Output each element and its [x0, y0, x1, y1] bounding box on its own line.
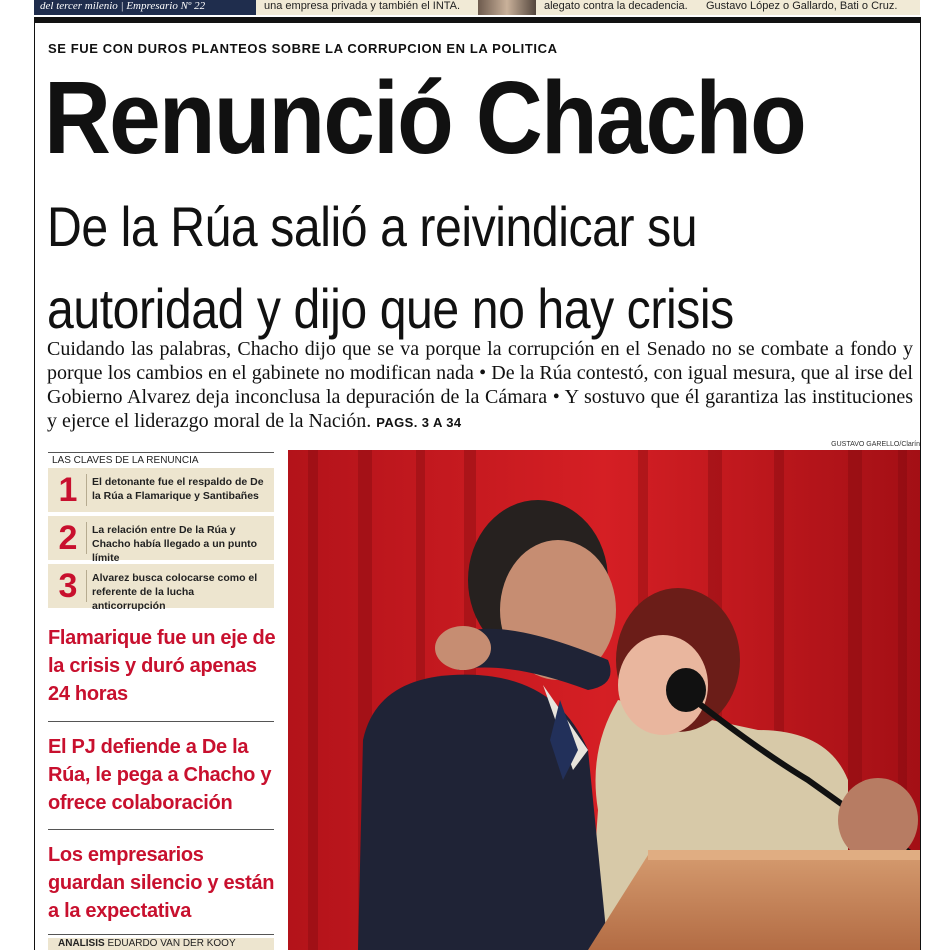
- top-teaser-photo: [478, 0, 536, 15]
- story-headline-empresarios[interactable]: Los empresarios guardan silencio y están a la expectativa: [48, 844, 275, 922]
- frame-left-rule: [34, 17, 35, 950]
- kicker: SE FUE CON DUROS PLANTEOS SOBRE LA CORRUPCION EN LA POLITICA: [48, 41, 558, 56]
- clave-item[interactable]: [48, 516, 274, 564]
- analisis-teaser[interactable]: [48, 938, 274, 950]
- photo-credit: GUSTAVO GARELLO/Clarín: [831, 441, 920, 448]
- clave-text: La relación entre De la Rúa y Chacho había llegado a un punto límite: [92, 524, 258, 564]
- main-headline[interactable]: Renunció Chacho: [44, 60, 806, 175]
- sidebar-label: LAS CLAVES DE LA RENUNCIA: [52, 455, 199, 466]
- sidebar-top-rule: [48, 452, 274, 453]
- story-divider: [48, 721, 274, 722]
- subheadline-line-1: De la Rúa salió a reivindicar su: [47, 195, 698, 258]
- subheadline: [47, 186, 804, 350]
- clave-text: Alvarez busca colocarse como el referente de la lucha anticorrupción: [92, 572, 258, 612]
- lede-text: Cuidando las palabras, Chacho dijo que se va porque la corrupción en el Senado no se combate a fondo y porque los cambios en el gabinete no modifican nada • De la Rúa contestó, con igual mesura, que al irse del Gobierno Alvarez deja inconclusa la depuración de la Cámara • Y sostuvo que él garantiza las instituciones y ejerce el liderazgo moral de la Nación.: [47, 338, 913, 432]
- claves-list: [48, 468, 274, 612]
- background-person: [838, 778, 918, 862]
- clave-number: 2: [58, 519, 78, 557]
- subheadline-line-2: autoridad y dijo que no hay crisis: [47, 277, 734, 340]
- story-headline-flamarique[interactable]: Flamarique fue un eje de la crisis y duró apenas 24 horas: [48, 627, 276, 705]
- clave-number: 1: [58, 471, 78, 509]
- top-teaser-4[interactable]: Gustavo López o Gallardo, Bati o Cruz.: [696, 0, 920, 15]
- clave-divider: [86, 474, 87, 506]
- clave-item[interactable]: [48, 468, 274, 512]
- story-headline-pj[interactable]: El PJ defiende a De la Rúa, le pega a Chacho y ofrece colaboración: [48, 736, 272, 814]
- page-reference[interactable]: PAGS. 3 A 34: [376, 415, 462, 430]
- story-divider: [48, 934, 274, 935]
- photo-illustration: [288, 450, 920, 950]
- clave-item[interactable]: [48, 564, 274, 612]
- man-hand: [435, 626, 491, 670]
- clave-text: El detonante fue el respaldo de De la Rúa a Flamarique y Santibañes: [92, 476, 264, 502]
- podium-top: [648, 850, 920, 860]
- analisis-author: EDUARDO VAN DER KOOY: [107, 938, 236, 949]
- clave-divider: [86, 570, 87, 602]
- microphone-head: [666, 668, 706, 712]
- top-teaser-1[interactable]: del tercer milenio | Empresario Nº 22: [34, 0, 256, 15]
- clave-divider: [86, 522, 87, 554]
- top-teaser-2[interactable]: una empresa privada y también el INTA.: [256, 0, 478, 15]
- clave-number: 3: [58, 567, 78, 605]
- frame-top-rule: [34, 17, 921, 23]
- analisis-label: ANALISIS: [58, 938, 105, 949]
- story-divider: [48, 829, 274, 830]
- main-photo[interactable]: [288, 450, 920, 950]
- frame-right-rule: [920, 17, 921, 950]
- lede-paragraph: [47, 337, 913, 435]
- top-teaser-3[interactable]: alegato contra la decadencia.: [536, 0, 696, 15]
